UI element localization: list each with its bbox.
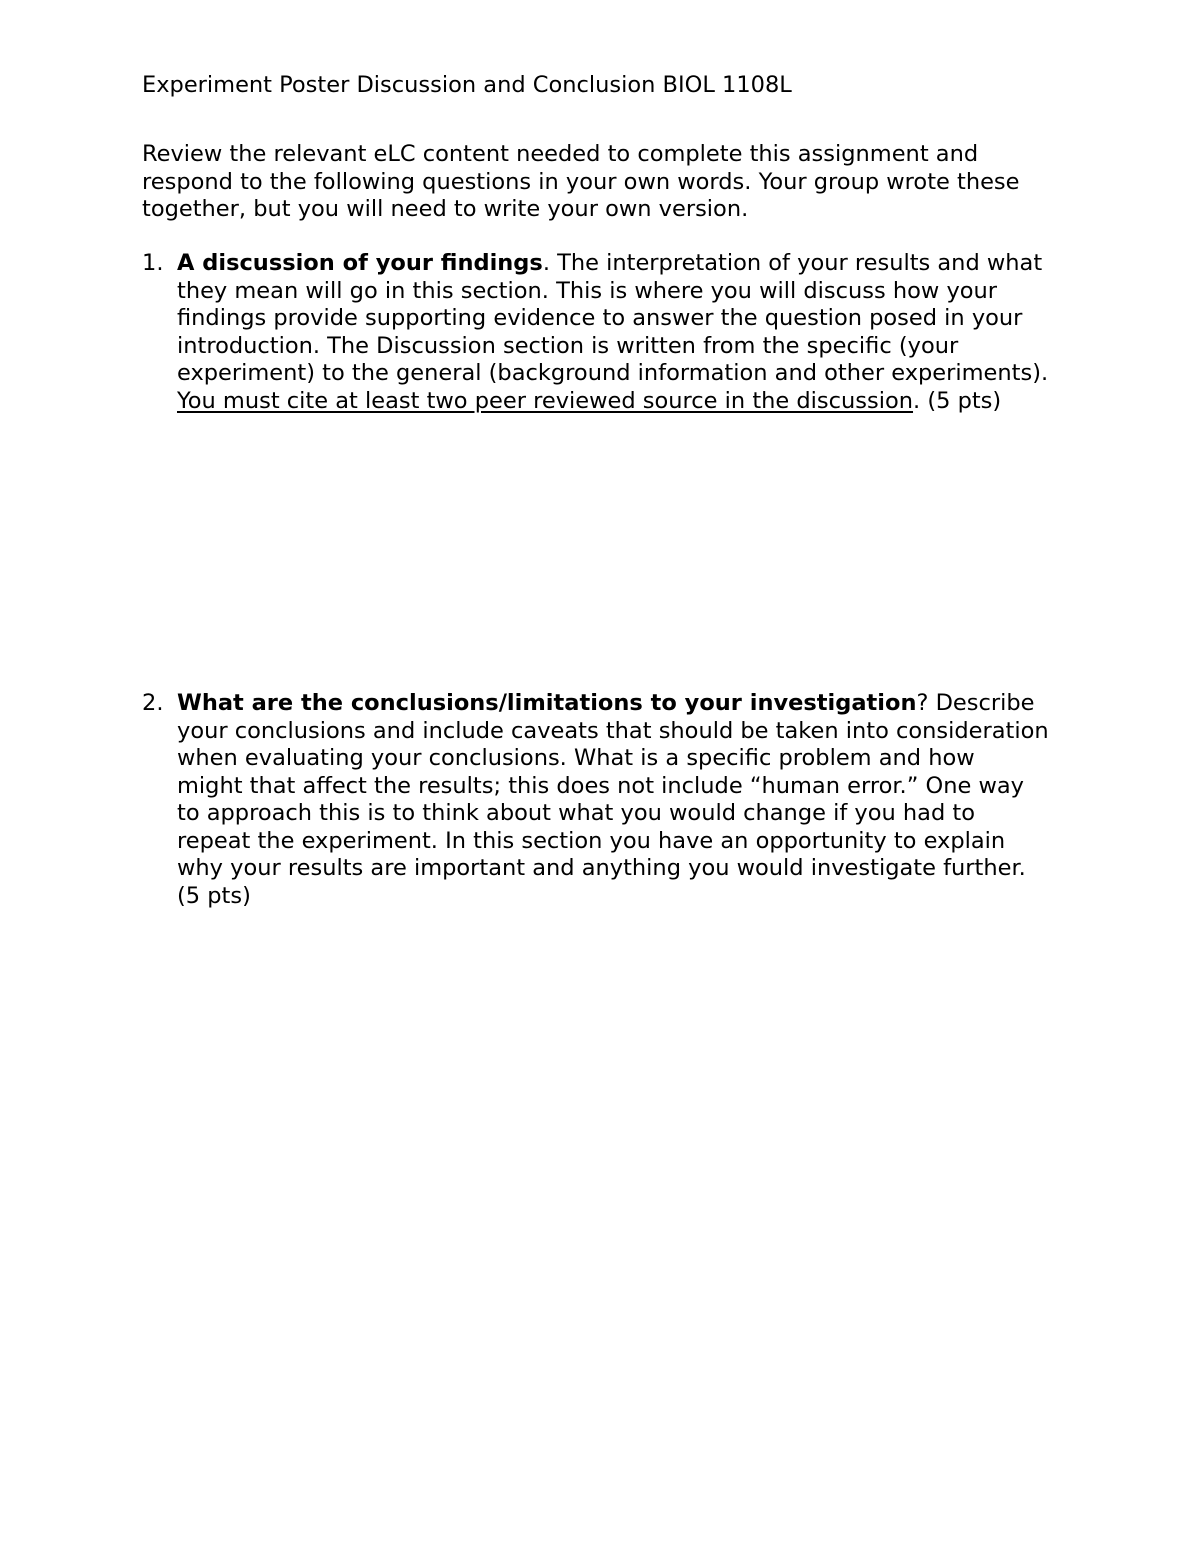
question-line: why your results are important and anything you would investigate further. (177, 855, 1026, 881)
question-line: experiment) to the general (background information and other experiments). (177, 360, 1049, 386)
question-line: might that affect the results; this does not include “human error.” One way (177, 772, 1024, 799)
question-heading: A discussion of your findings (177, 250, 543, 276)
question-line: when evaluating your conclusions. What is a specific problem and how (177, 745, 975, 771)
question-line: your conclusions and include caveats that should be taken into consideration (177, 717, 1049, 744)
question-body (177, 250, 1112, 415)
question-heading: What are the conclusions/limitations to your investigation (177, 690, 917, 716)
question-heading-line (177, 690, 1112, 718)
question-body (177, 690, 1112, 910)
instructions-line: Review the relevant eLC content needed to complete this assignment and (142, 141, 979, 167)
instructions-paragraph (142, 141, 1102, 224)
question-heading-suffix: . The interpretation of your results and what (542, 250, 1043, 276)
requirement-line (177, 388, 1112, 416)
question-heading-line (177, 250, 1112, 278)
question-line: repeat the experiment. In this section you have an opportunity to explain (177, 827, 1006, 854)
question-points: . (5 pts) (913, 387, 1002, 414)
question-number: 1. (142, 250, 164, 276)
instructions-line: respond to the following questions in your own words. Your group wrote these (142, 168, 1020, 195)
question-heading-suffix: ? Describe (916, 690, 1035, 716)
question-number: 2. (142, 690, 164, 716)
document-title: Experiment Poster Discussion and Conclusion BIOL 1108L (142, 72, 792, 98)
question-points: (5 pts) (177, 882, 251, 909)
citation-requirement: You must cite at least two peer reviewed source in the discussion (177, 387, 914, 414)
question-line: findings provide supporting evidence to answer the question posed in your (177, 305, 1023, 331)
instructions-line: together, but you will need to write your own version. (142, 196, 749, 222)
question-line: they mean will go in this section. This is where you will discuss how your (177, 277, 998, 304)
question-line: introduction. The Discussion section is written from the specific (your (177, 332, 959, 359)
question-line: to approach this is to think about what you would change if you had to (177, 800, 975, 826)
